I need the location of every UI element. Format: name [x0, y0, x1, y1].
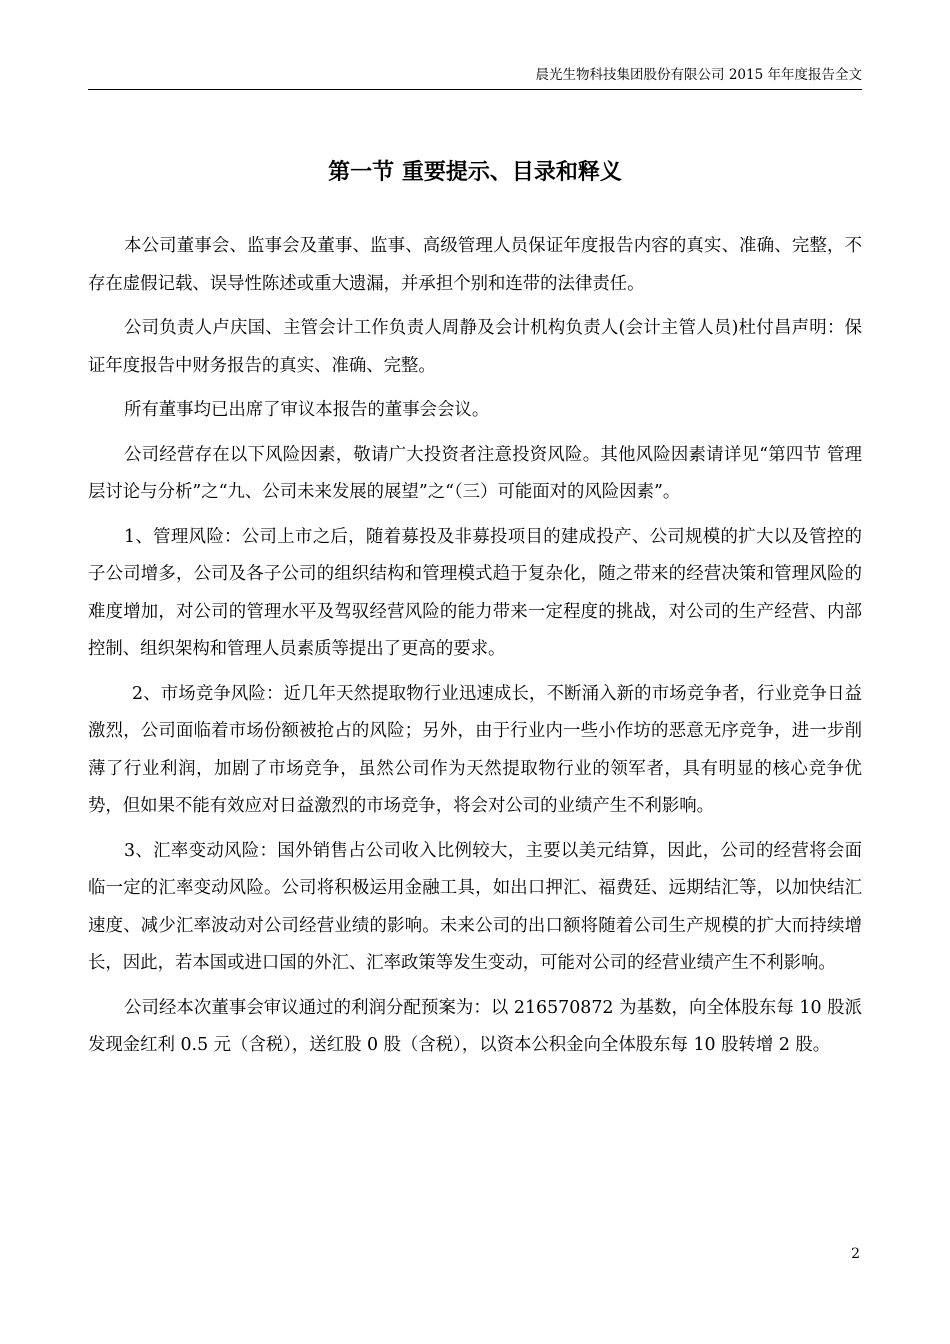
- running-header: 晨光生物科技集团股份有限公司 2015 年年度报告全文: [535, 67, 862, 83]
- paragraph-responsible-persons: 公司负责人卢庆国、主管会计工作负责人周静及会计机构负责人(会计主管人员)杜付昌声明：保证年度报告中财务报告的真实、准确、完整。: [88, 318, 862, 376]
- section-title: 第一节 重要提示、目录和释义: [328, 159, 622, 185]
- paragraph-management-risk: 1、管理风险：公司上市之后，随着募投及非募投项目的建成投产、公司规模的扩大以及管控的子公司增多，公司及各子公司的组织结构和管理模式趋于复杂化，随之带来的经营决策和管理风险的难度增加，对公司的管理水平及驾驭经营风险的能力带来一定程度的挑战，对公司的生产经营、内部控制、组织架构和管理人员素质等提出了更高的要求。: [88, 526, 862, 659]
- paragraph-directors-attendance: 所有董事均已出席了审议本报告的董事会会议。: [124, 400, 490, 420]
- page-number: 2: [851, 1246, 860, 1262]
- header-divider: [88, 89, 862, 90]
- paragraph-board-guarantee: 本公司董事会、监事会及董事、监事、高级管理人员保证年度报告内容的真实、准确、完整，不存在虚假记载、误导性陈述或重大遗漏，并承担个别和连带的法律责任。: [88, 236, 862, 294]
- paragraph-market-competition-risk: 2、市场竞争风险：近几年天然提取物行业迅速成长，不断涌入新的市场竞争者，行业竞争日益激烈，公司面临着市场份额被抢占的风险；另外，由于行业内一些小作坊的恶意无序竞争，进一步削薄了行业利润，加剧了市场竞争，虽然公司作为天然提取物行业的领军者，具有明显的核心竞争优势，但如果不能有效应对日益激烈的市场竞争，将会对公司的业绩产生不利影响。: [88, 683, 862, 816]
- paragraph-exchange-rate-risk: 3、汇率变动风险：国外销售占公司收入比例较大，主要以美元结算，因此，公司的经营将会面临一定的汇率变动风险。公司将积极运用金融工具，如出口押汇、福费廷、远期结汇等，以加快结汇速度、减少汇率波动对公司经营业绩的影响。未来公司的出口额将随着公司生产规模的扩大而持续增长，因此，若本国或进口国的外汇、汇率政策等发生变动，可能对公司的经营业绩产生不利影响。: [88, 840, 862, 973]
- paragraph-profit-distribution: 公司经本次董事会审议通过的利润分配预案为：以 216570872 为基数，向全体股东每 10 股派发现金红利 0.5 元（含税），送红股 0 股（含税），以资本公积金向全体股东每 10 股转增 2 股。: [88, 997, 862, 1055]
- paragraph-risk-notice: 公司经营存在以下风险因素，敬请广大投资者注意投资风险。其他风险因素请详见“第四节 管理层讨论与分析”之“九、公司未来发展的展望”之“（三）可能面对的风险因素”。: [88, 444, 862, 502]
- document-body: [88, 228, 862, 1072]
